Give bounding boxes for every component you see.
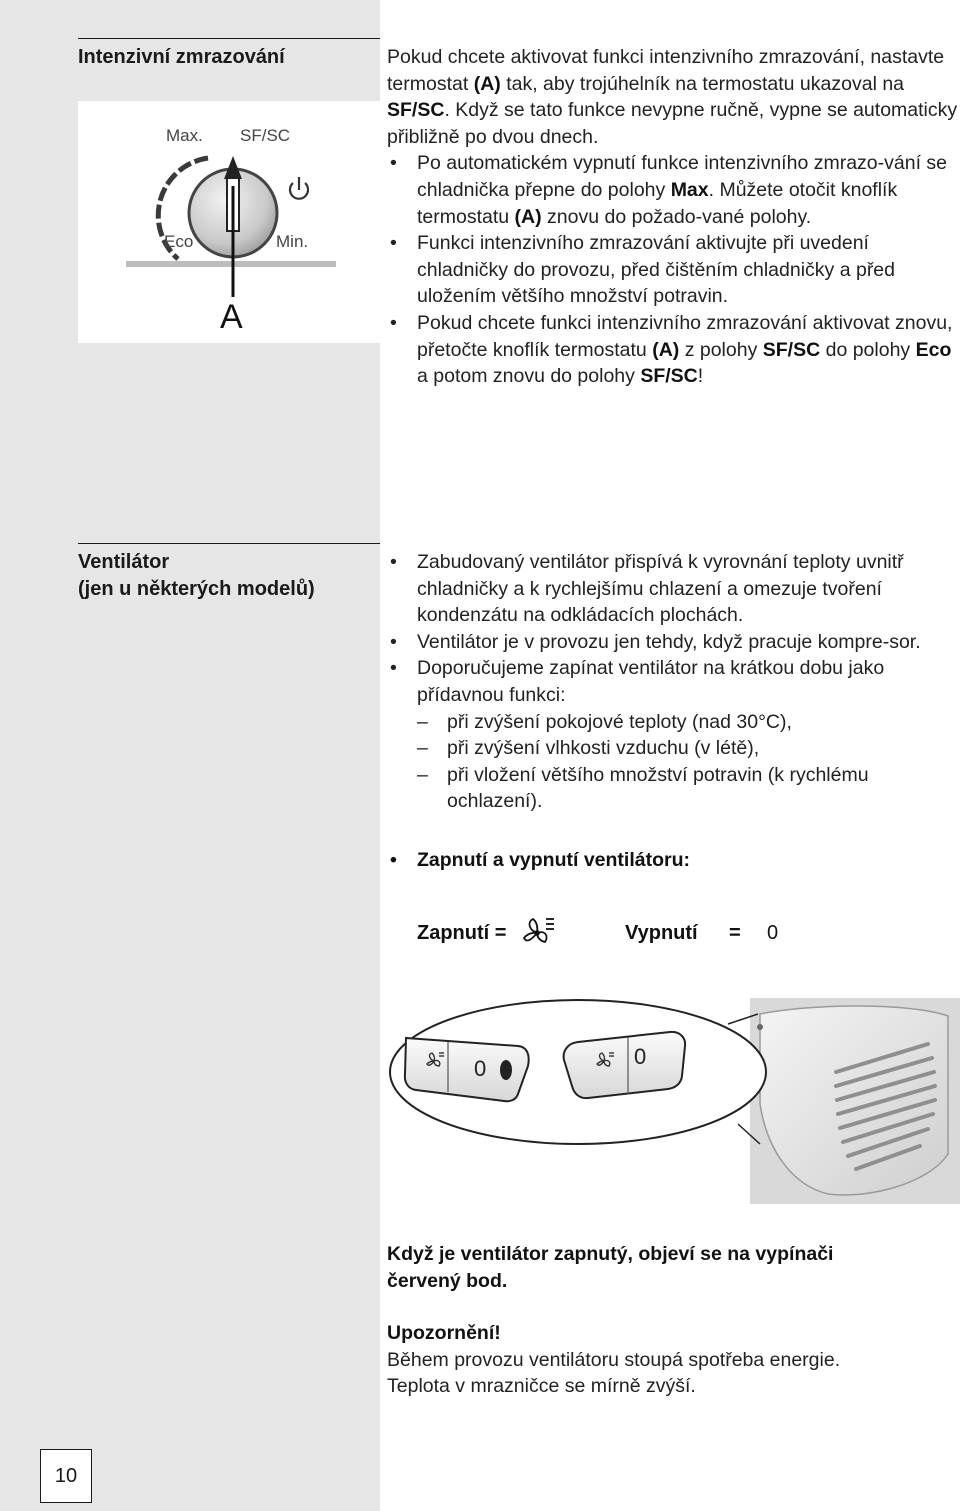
section1-bullet1: • Po automatickém vypnutí funkce intenzivního zmrazo-vání se chladnička přepne do polohy Max. Můžete otočit knoflík termostatu (A) znovu do požado-vané polohy. <box>390 152 948 228</box>
section2-rule <box>78 543 380 544</box>
section2-title-line1: Ventilátor <box>78 551 170 573</box>
section2-title <box>78 549 315 603</box>
section2-notes <box>387 1241 960 1400</box>
off-symbol: 0 <box>767 922 779 944</box>
off-label: Vypnutí <box>625 922 698 944</box>
section1-bullet3: • Pokud chcete funkci intenzivního zmrazování aktivovat znovu, přetočte knoflík termostatu (A) z polohy SF/SC do polohy Eco a potom znovu do polohy SF/SC! <box>390 311 953 388</box>
section2-dash2: – při zvýšení vlhkosti vzduchu (v létě), <box>417 737 760 760</box>
fan-icon <box>521 916 557 950</box>
on-label: Zapnutí = <box>417 922 507 944</box>
warning-line2: Teplota v mrazničce se mírně zvýší. <box>387 1375 696 1398</box>
section1-body <box>387 44 960 390</box>
switch-right-symbol: 0 <box>634 1044 647 1069</box>
section2-dash1: – při zvýšení pokojové teploty (nad 30°C), <box>417 710 792 733</box>
warning-title: Upozornění! <box>387 1322 501 1345</box>
warning-line1: Během provozu ventilátoru stoupá spotřeba energie. <box>387 1348 841 1371</box>
dial-label-max: Max. <box>166 126 203 145</box>
section2-bullet4: • Zapnutí a vypnutí ventilátoru: <box>390 848 691 871</box>
dial-label-min: Min. <box>276 232 309 251</box>
section2-dash3: – při vložení většího množství potravin (k rychlému ochlazení). <box>417 763 869 813</box>
section1-bullet2: • Funkci intenzivního zmrazování aktivujte při uvedení chladničky do provozu, před čištěním chladničky a před uložením většího množství potravin. <box>390 232 895 308</box>
off-equals: = <box>729 922 741 944</box>
dial-callout-a: A <box>220 298 243 336</box>
section2-bullet1: • Zabudovaný ventilátor přispívá k vyrovnání teploty uvnitř chladničky a k rychlejšímu chlazení a omezuje tvoření kondenzátu na odkládacích plochách. <box>390 551 904 627</box>
fan-on-note: Když je ventilátor zapnutý, objeví se na vypínači červený bod. <box>387 1243 834 1292</box>
fan-switch-figure <box>388 994 960 1206</box>
section1-rule <box>78 38 380 39</box>
section2-body <box>387 549 960 874</box>
fan-switch-drawing <box>388 994 960 1206</box>
section2-bullet2: • Ventilátor je v provozu jen tehdy, když pracuje kompre-sor. <box>390 630 921 653</box>
thermostat-dial-figure <box>78 101 380 343</box>
section1-intro: Pokud chcete aktivovat funkci intenzivního zmrazování, nastavte termostat (A) tak, aby trojúhelník na termostatu ukazoval na SF/SC. Když se tato funkce nevypne ručně, vypne se automaticky přibližně po dvou dnech. <box>387 46 958 148</box>
section2-title-line2: (jen u některých modelů) <box>78 578 315 600</box>
page-number: 10 <box>40 1449 92 1503</box>
fan-switch-legend <box>417 918 837 952</box>
dial-label-sfsc: SF/SC <box>240 126 291 145</box>
section2-bullet3: • Doporučujeme zapínat ventilátor na krátkou dobu jako přídavnou funkci: <box>390 657 885 706</box>
switch-left-symbol: 0 <box>474 1056 487 1081</box>
dial-label-eco: Eco <box>164 232 194 251</box>
section1-title: Intenzivní zmrazování <box>78 46 285 68</box>
